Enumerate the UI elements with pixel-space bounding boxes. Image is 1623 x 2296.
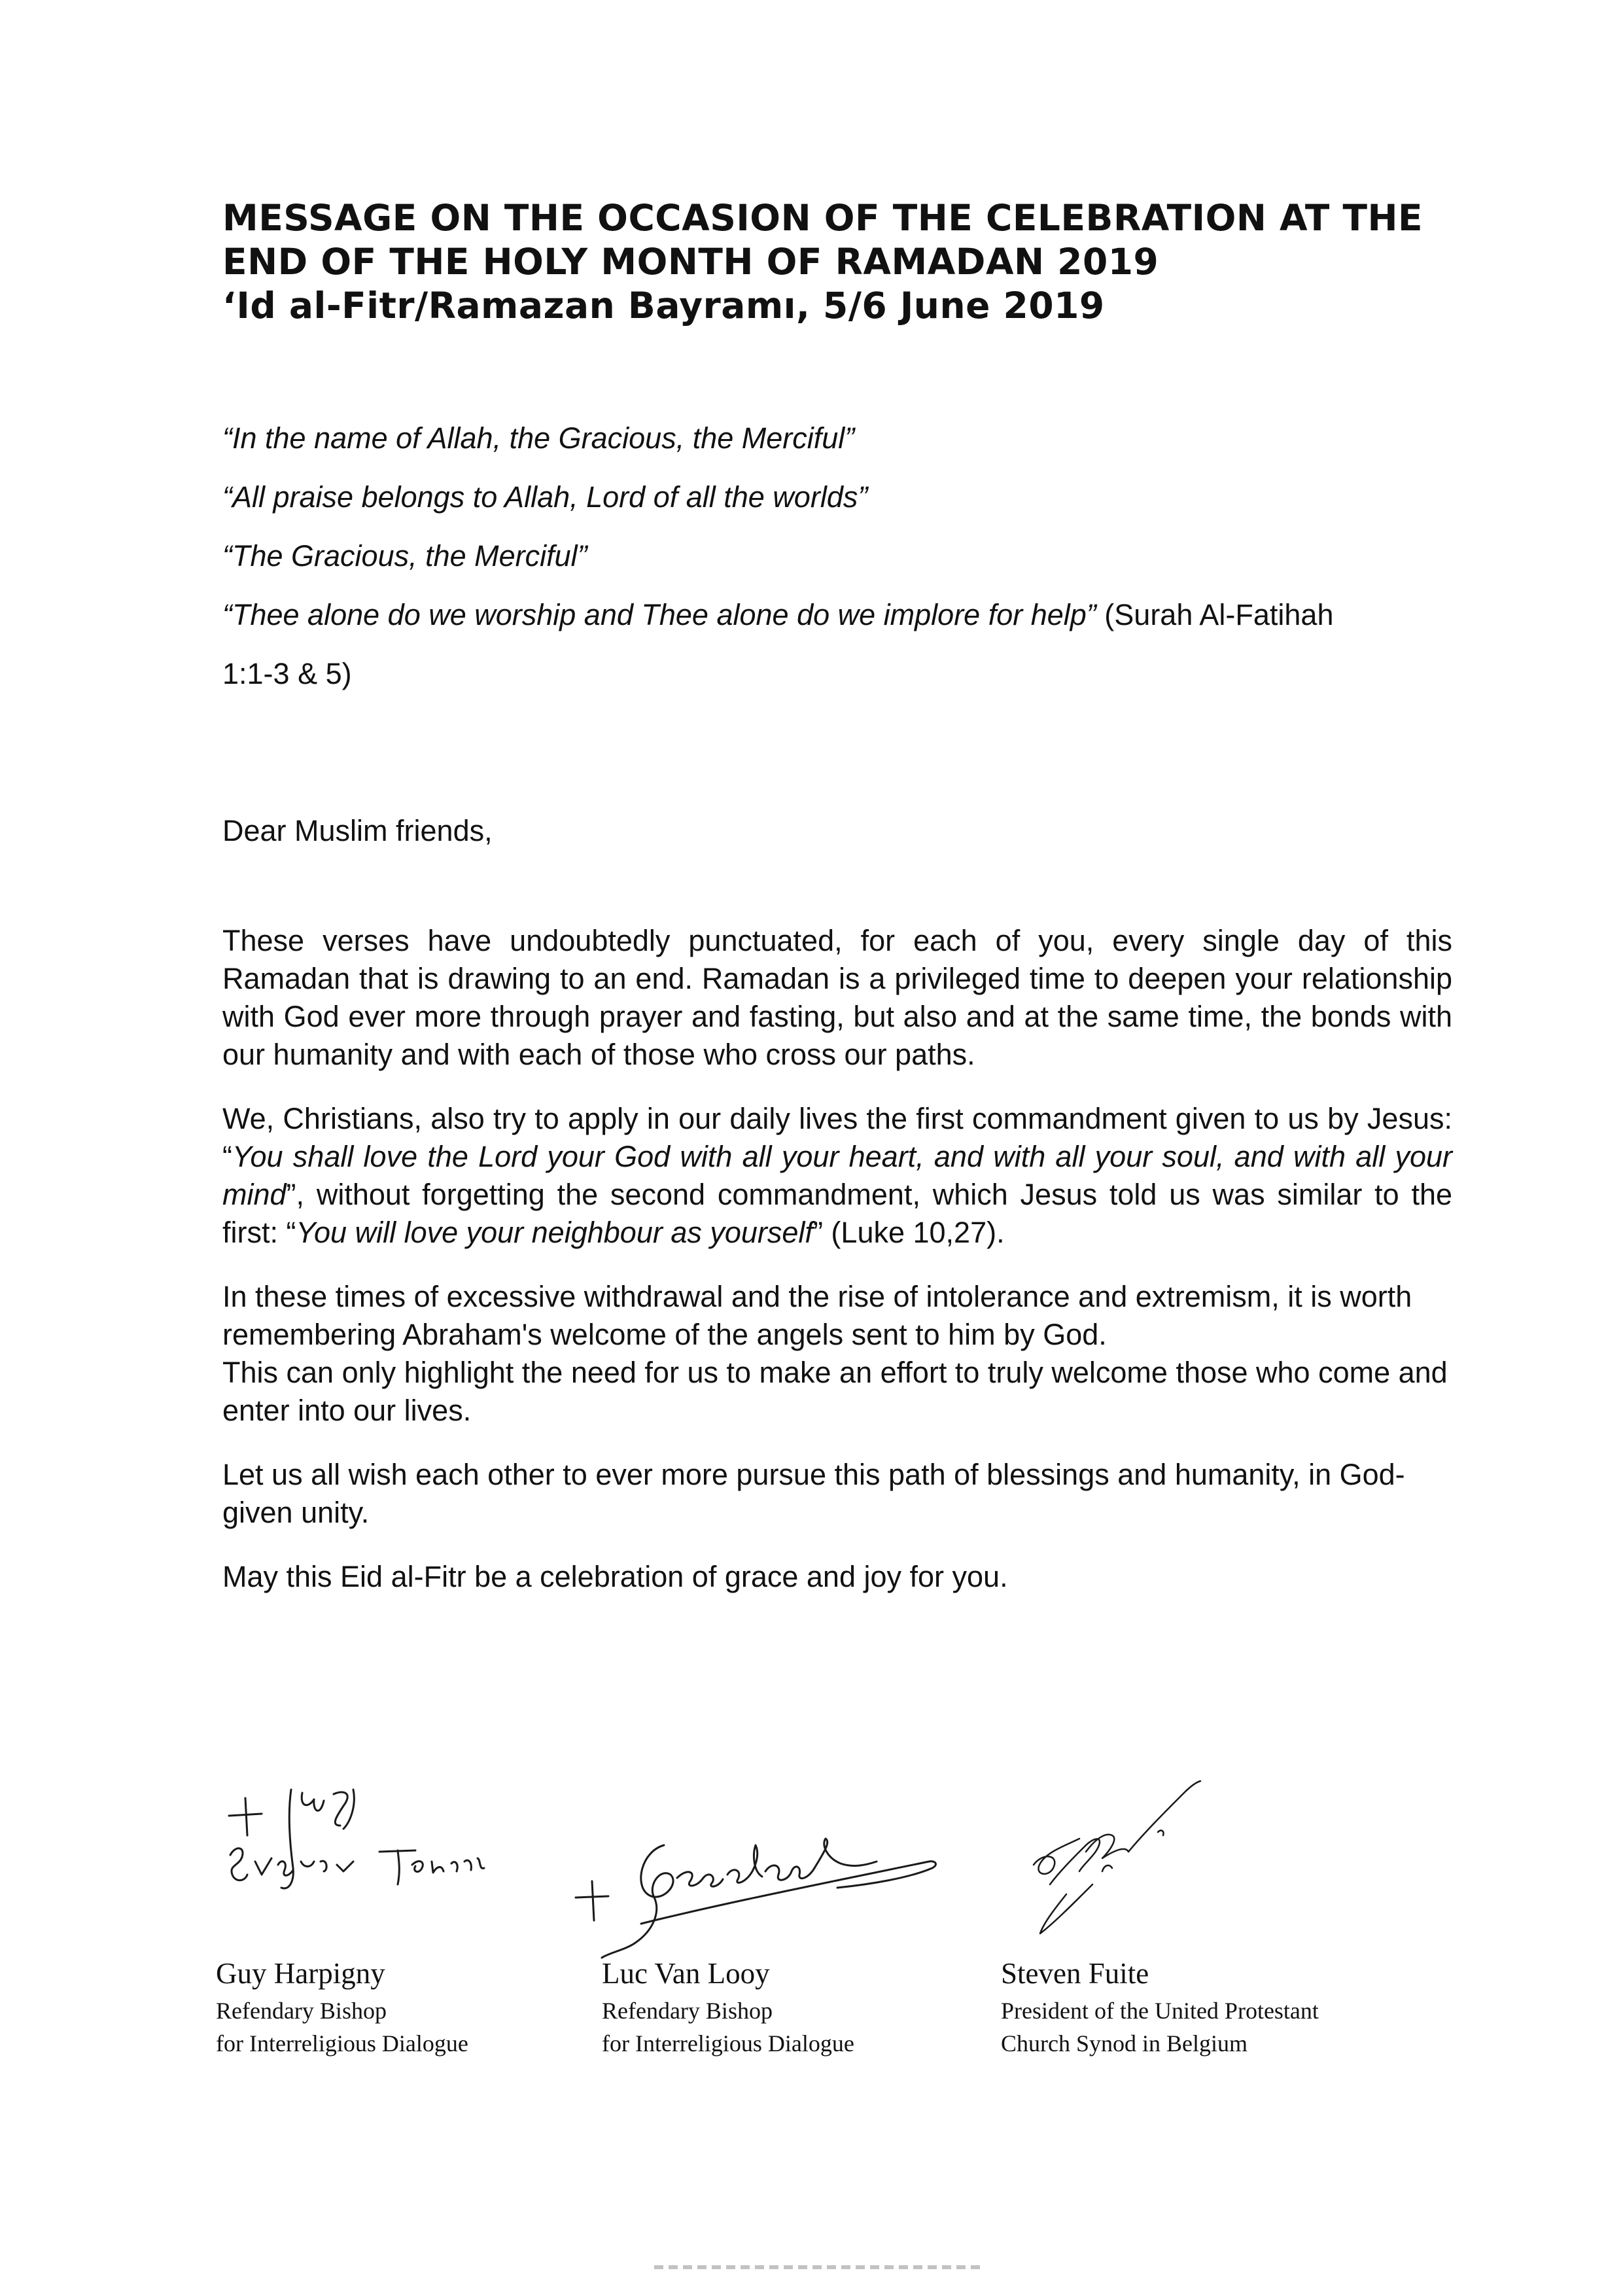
paragraph-5: May this Eid al-Fitr be a celebration of grace and joy for you. bbox=[222, 1560, 1008, 1593]
title-line: MESSAGE ON THE OCCASION OF THE CELEBRATION AT THE bbox=[222, 197, 1423, 239]
verse-4 bbox=[222, 595, 1465, 635]
first-commandment-quote: You shall love the Lord your God with all your heart, and with all your soul, and with all your mind bbox=[222, 1140, 1452, 1211]
signatory-2 bbox=[556, 1754, 975, 2081]
signatory-role: President of the United Protestant bbox=[1001, 1998, 1319, 2024]
paragraph-4: Let us all wish each other to ever more pursue this path of blessings and humanity, in God-given unity. bbox=[222, 1458, 1405, 1529]
signature-block bbox=[0, 1754, 1623, 2094]
handwritten-signature-2 bbox=[556, 1754, 975, 1963]
letter-body bbox=[222, 922, 1452, 1622]
signatory-name: Guy Harpigny bbox=[216, 1957, 385, 1990]
document-title bbox=[222, 196, 1465, 328]
salutation: Dear Muslim friends, bbox=[222, 814, 493, 847]
paragraph-2 bbox=[222, 1100, 1452, 1252]
verse-2: “All praise belongs to Allah, Lord of all the worlds” bbox=[222, 480, 868, 514]
paragraph-1: These verses have undoubtedly punctuated, for each of you, every single day of this Ramadan that is drawing to an end. Ramadan is a privileged time to deepen your relationship with God ever more through prayer and fasting, but also and at the same time, the bonds with our humanity and with each of those who cross our paths. bbox=[222, 924, 1452, 1071]
verse-reference-continued: 1:1-3 & 5) bbox=[222, 657, 352, 690]
scan-artifact bbox=[654, 2265, 981, 2269]
signatory-3 bbox=[988, 1754, 1420, 2081]
title-line: END OF THE HOLY MONTH OF RAMADAN 2019 bbox=[222, 241, 1159, 283]
paragraph-2-text: We, Christians, also try to apply in our daily lives the first commandment given to us by Jesus: “ bbox=[222, 1102, 1452, 1173]
handwritten-signature-3 bbox=[988, 1754, 1420, 1950]
verse-reference: (Surah Al-Fatihah bbox=[1096, 598, 1334, 631]
verse-4-text: “Thee alone do we worship and Thee alone do we implore for help” bbox=[222, 598, 1096, 631]
verse-3: “The Gracious, the Merciful” bbox=[222, 539, 587, 573]
title-date-line: ‘Id al-Fitr/Ramazan Bayramı, 5/6 June 2019 bbox=[222, 285, 1105, 327]
quran-verses bbox=[222, 419, 1465, 694]
signatory-name: Steven Fuite bbox=[1001, 1957, 1149, 1990]
signatory-role: Refendary Bishop bbox=[216, 1998, 387, 2024]
signatory-role: for Interreligious Dialogue bbox=[602, 2030, 854, 2057]
signatory-name: Luc Van Looy bbox=[602, 1957, 770, 1990]
signatory-role: Church Synod in Belgium bbox=[1001, 2030, 1248, 2057]
verse-1: “In the name of Allah, the Gracious, the Merciful” bbox=[222, 421, 855, 455]
second-commandment-quote: You will love your neighbour as yourself bbox=[296, 1216, 813, 1249]
paragraph-3a: In these times of excessive withdrawal and the rise of intolerance and extremism, it is worth remembering Abraham's welcome of the angels sent to him by God. bbox=[222, 1280, 1412, 1351]
handwritten-signature-1 bbox=[216, 1754, 582, 1911]
paragraph-3b: This can only highlight the need for us to make an effort to truly welcome those who come and enter into our lives. bbox=[222, 1356, 1448, 1427]
signatory-role: for Interreligious Dialogue bbox=[216, 2030, 468, 2057]
signatory-1 bbox=[216, 1754, 582, 2081]
paragraph-2-text: ”, without forgetting the second commandment, which Jesus told us was similar to the first: “ bbox=[222, 1178, 1452, 1249]
signatory-role: Refendary Bishop bbox=[602, 1998, 773, 2024]
paragraph-2-text: ” (Luke 10,27). bbox=[812, 1216, 1005, 1249]
